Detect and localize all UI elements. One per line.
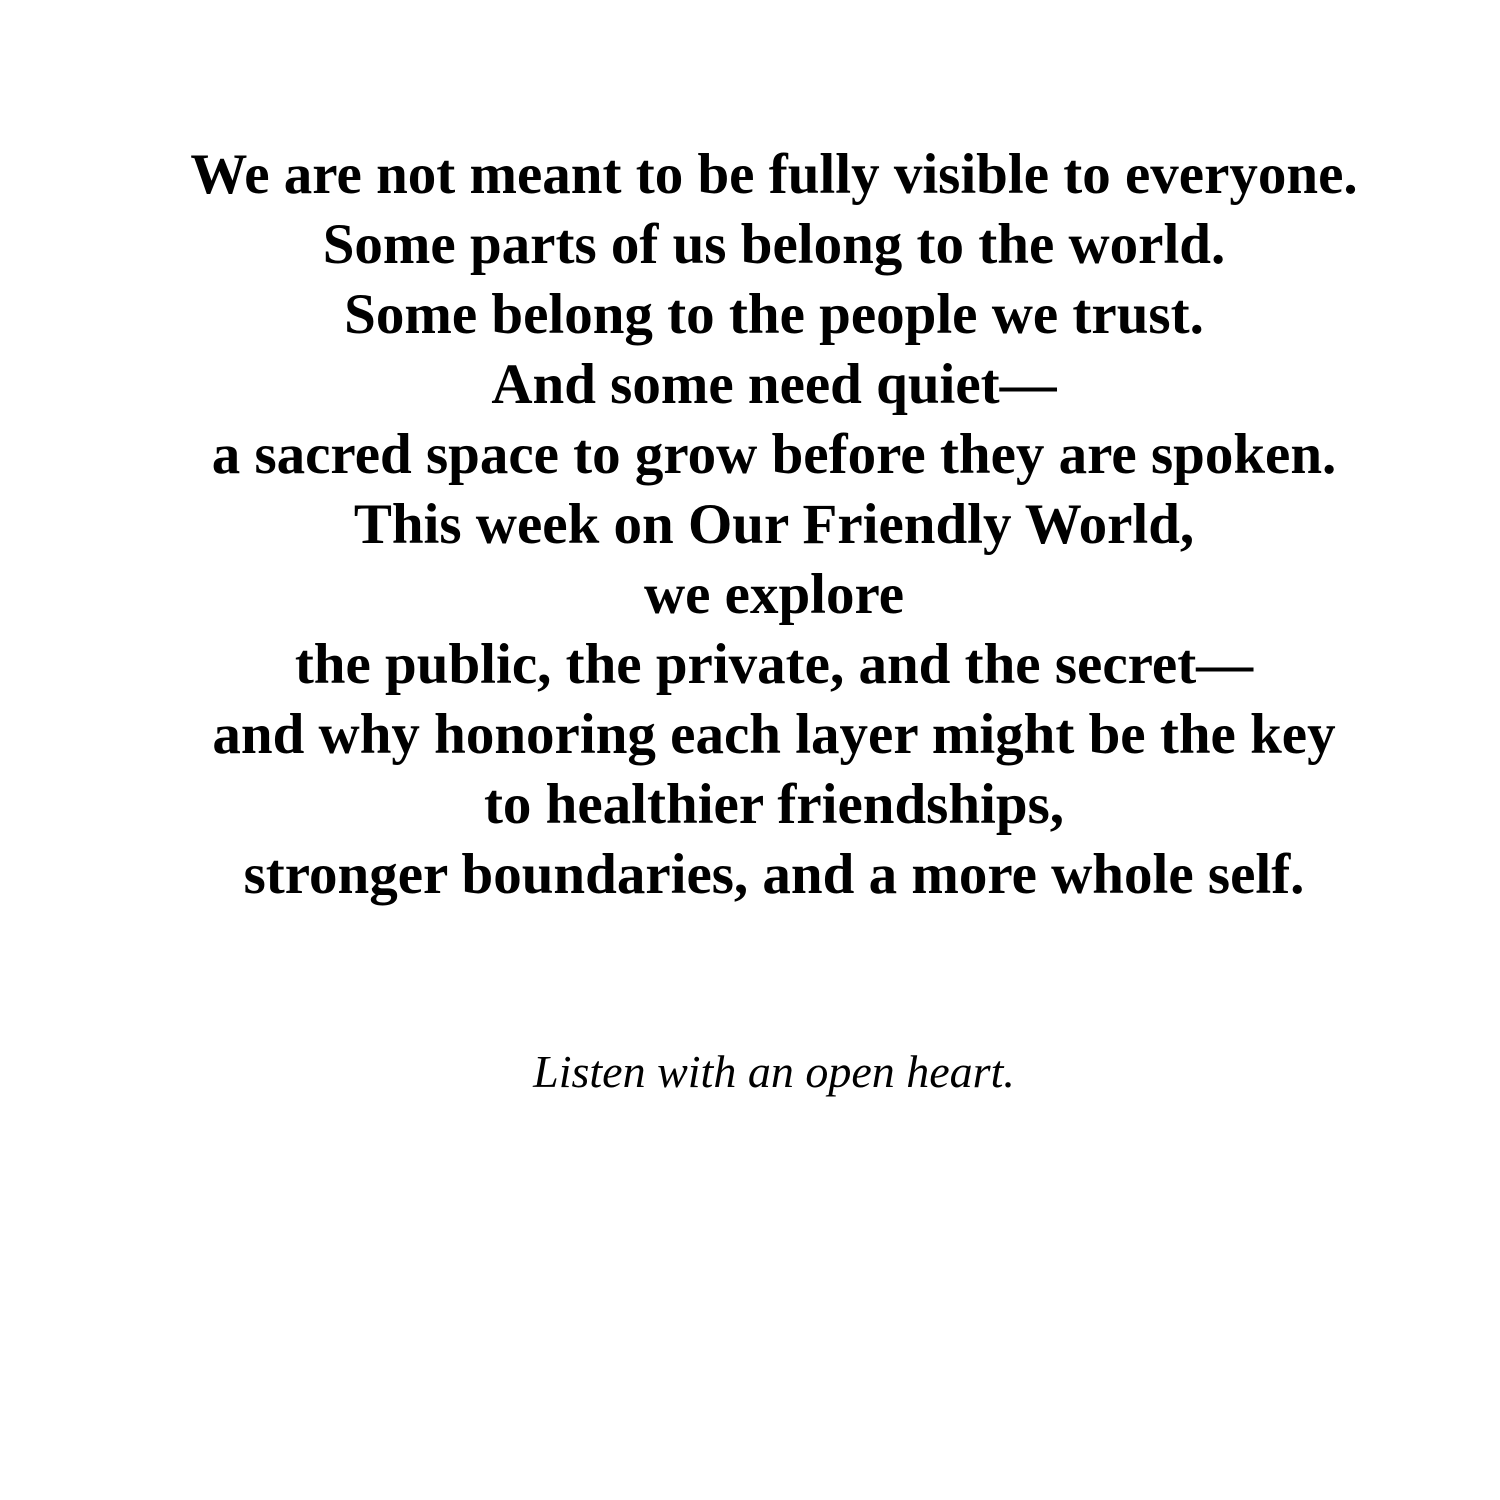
poem-line: We are not meant to be fully visible to everyone. xyxy=(190,143,1358,206)
poem-line: to healthier friendships, xyxy=(483,773,1065,836)
poem-text xyxy=(24,140,1500,910)
poem-line: Some parts of us belong to the world. xyxy=(322,213,1226,276)
poem-line: And some need quiet— xyxy=(491,353,1057,416)
poem-line: This week on Our Friendly World, xyxy=(353,493,1195,556)
closing-line: Listen with an open heart. xyxy=(533,1046,1015,1097)
poem-line: and why honoring each layer might be the key xyxy=(212,703,1336,766)
poem-line: stronger boundaries, and a more whole self. xyxy=(243,843,1305,906)
poem-line: Some belong to the people we trust. xyxy=(344,283,1204,346)
poem-line: we explore xyxy=(643,563,905,626)
poem-line: a sacred space to grow before they are spoken. xyxy=(211,423,1337,486)
poem-line: the public, the private, and the secret— xyxy=(294,633,1254,696)
